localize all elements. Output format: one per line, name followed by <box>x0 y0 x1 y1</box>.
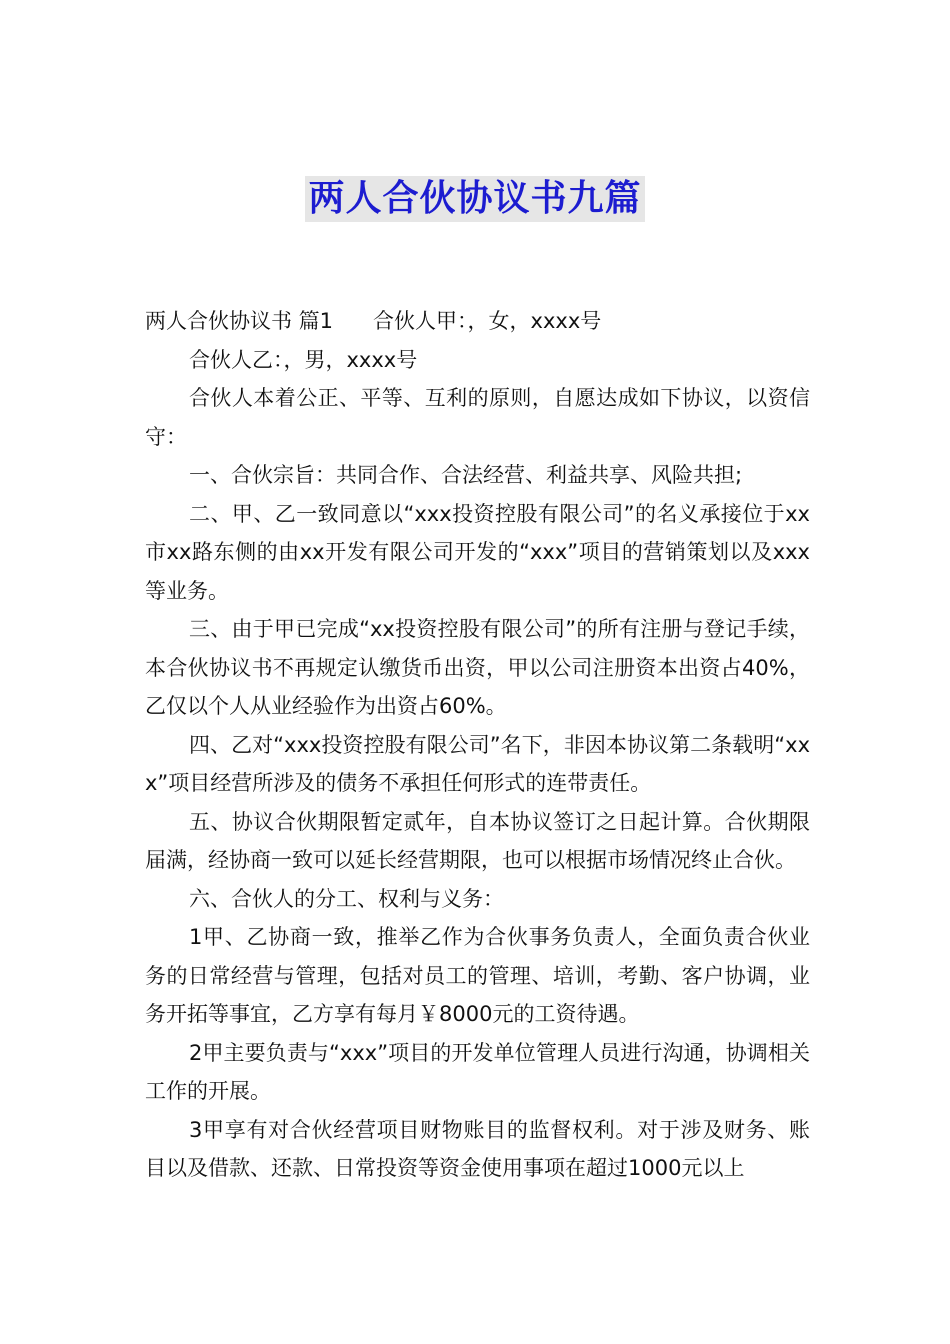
paragraph-clause-2: 二、甲、乙一致同意以“xxx投资控股有限公司”的名义承接位于xx市xx路东侧的由xx开发有限公司开发的“xxx”项目的营销策划以及xxx等业务。 <box>145 501 810 603</box>
partner-a-line: 合伙人甲：，女，xxxx号 <box>373 309 602 333</box>
first-line <box>145 302 810 341</box>
section-heading: 两人合伙协议书 篇1 <box>145 309 334 333</box>
paragraph-item-1: 1甲、乙协商一致，推举乙作为合伙事务负责人，全面负责合伙业务的日常经营与管理，包括对员工的管理、培训，考勤、客户协调，业务开拓等事宜，乙方享有每月￥8000元的工资待遇。 <box>145 925 810 1026</box>
paragraph-clause-4: 四、乙对“xxx投资控股有限公司”名下，非因本协议第二条载明“xxx”项目经营所涉及的债务不承担任何形式的连带责任。 <box>145 732 810 795</box>
document-title: 两人合伙协议书九篇 <box>305 176 644 222</box>
paragraph-clause-3: 三、由于甲已完成“xx投资控股有限公司”的所有注册与登记手续，本合伙协议书不再规定认缴货币出资，甲以公司注册资本出资占40%，乙仅以个人从业经验作为出资占60%。 <box>145 617 810 718</box>
paragraph-principle: 合伙人本着公正、平等、互利的原则，自愿达成如下协议，以资信守： <box>145 386 810 449</box>
paragraph-clause-1: 一、合伙宗旨：共同合作、合法经营、利益共享、风险共担; <box>189 463 743 487</box>
title-container <box>0 176 950 222</box>
paragraph-partner-b: 合伙人乙：，男，xxxx号 <box>189 347 418 372</box>
paragraph-item-3: 3甲享有对合伙经营项目财物账目的监督权利。对于涉及财务、账目以及借款、还款、日常投资等资金使用事项在超过1000元以上 <box>145 1117 810 1180</box>
paragraph-clause-5: 五、协议合伙期限暂定贰年，自本协议签订之日起计算。合伙期限届满，经协商一致可以延长经营期限，也可以根据市场情况终止合伙。 <box>145 809 810 872</box>
document-body <box>145 302 810 1188</box>
paragraph-item-2: 2甲主要负责与“xxx”项目的开发单位管理人员进行沟通，协调相关工作的开展。 <box>145 1040 810 1103</box>
paragraph-clause-6: 六、合伙人的分工、权利与义务： <box>189 886 504 911</box>
